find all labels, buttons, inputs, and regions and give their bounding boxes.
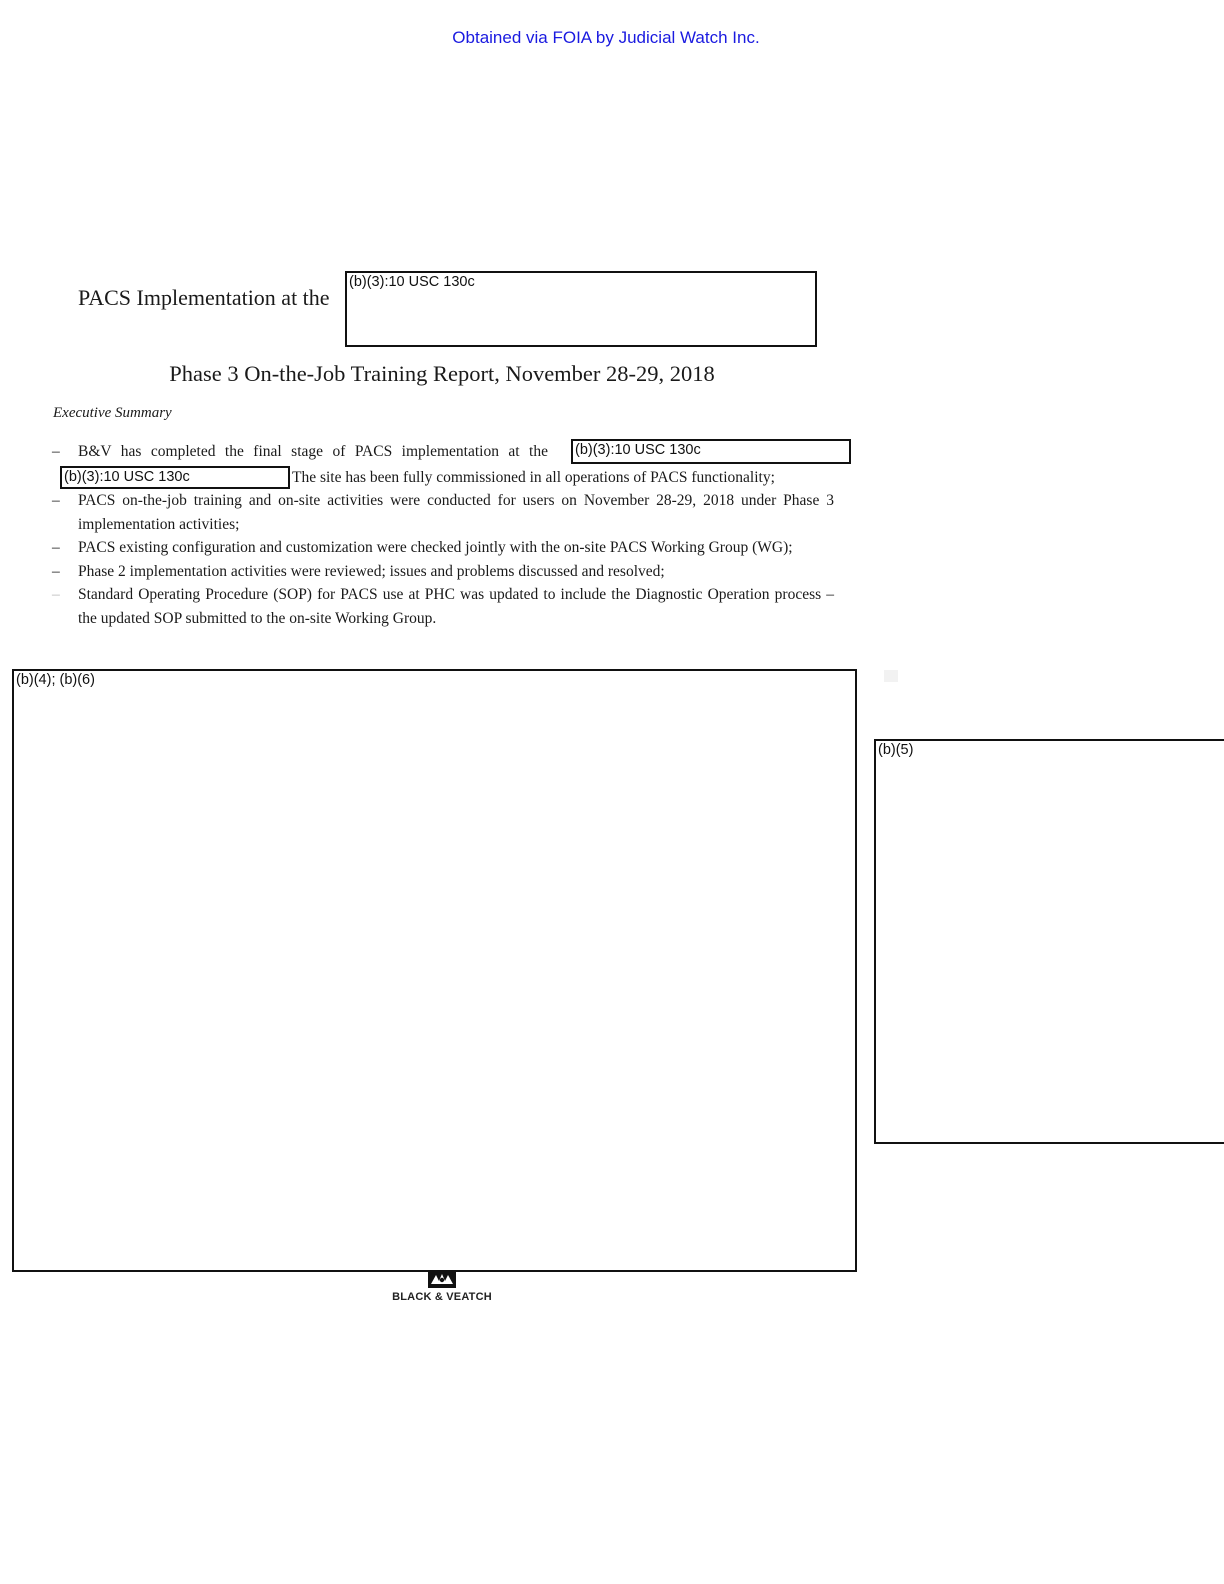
- black-veatch-logo-icon: [428, 1271, 456, 1288]
- foia-banner: Obtained via FOIA by Judicial Watch Inc.: [452, 28, 760, 47]
- company-logo-text: BLACK & VEATCH: [392, 1291, 492, 1303]
- dash-bullet-icon: –: [52, 539, 60, 556]
- list-item: [52, 489, 834, 536]
- bullet-text: Phase 2 implementation activities were reviewed; issues and problems discussed and resolved;: [78, 562, 665, 580]
- scan-artifact: [884, 670, 898, 682]
- bullet-text: PACS existing configuration and customization were checked jointly with the on-site PACS Working Group (WG);: [78, 539, 793, 556]
- dash-bullet-icon: –: [52, 586, 60, 603]
- dash-bullet-icon: –: [52, 443, 60, 460]
- list-item: [52, 536, 834, 560]
- dash-bullet-icon: –: [52, 562, 60, 580]
- bullet-text-continued: The site has been fully commissioned in all operations of PACS functionality;: [292, 468, 775, 486]
- dash-bullet-icon: –: [52, 492, 60, 509]
- document-title: PACS Implementation at the: [78, 285, 330, 310]
- list-item: [52, 560, 834, 584]
- bullet-text: Standard Operating Procedure (SOP) for PACS use at PHC was updated to include the Diagnostic Operation process – the updated SOP submitted to the on-site Working Group.: [78, 586, 834, 627]
- redaction-box-title: (b)(3):10 USC 130c: [345, 271, 817, 347]
- report-subtitle: Phase 3 On-the-Job Training Report, November 28-29, 2018: [169, 361, 715, 386]
- redaction-box-large: (b)(4); (b)(6): [12, 669, 857, 1272]
- bullet-text: B&V has completed the final stage of PACS implementation at the: [78, 443, 548, 460]
- list-item: [52, 583, 834, 630]
- redaction-box-inline-1: (b)(3):10 USC 130c: [571, 439, 851, 464]
- redaction-box-inline-2: (b)(3):10 USC 130c: [60, 466, 290, 489]
- section-heading: Executive Summary: [53, 405, 172, 421]
- bullet-text: PACS on-the-job training and on-site activities were conducted for users on November 28-29, 2018 under Phase 3 implementation activities;: [78, 492, 834, 533]
- redaction-box-side: (b)(5): [874, 739, 1224, 1144]
